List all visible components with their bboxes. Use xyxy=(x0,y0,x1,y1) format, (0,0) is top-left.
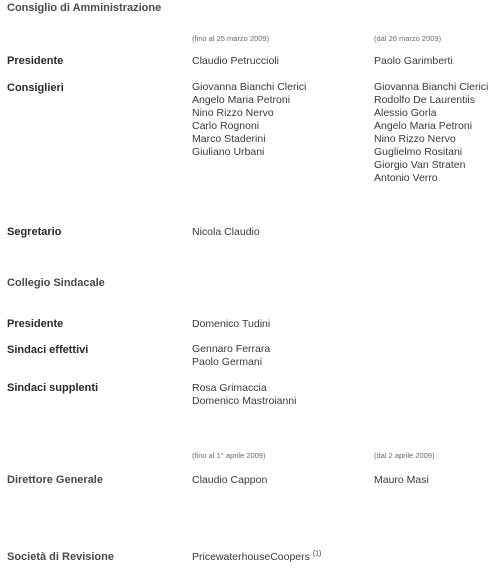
list-item: Giuliano Urbani xyxy=(192,146,265,158)
board-directors-before-list xyxy=(192,81,306,159)
list-item: Rodolfo De Laurentiis xyxy=(374,94,475,106)
director-general-after: Mauro Masi xyxy=(374,474,429,486)
list-item: Paolo Germani xyxy=(192,356,263,368)
list-item: Rosa Grimaccia xyxy=(192,382,267,394)
audit-firm-name: PricewaterhouseCoopers xyxy=(192,551,310,563)
list-item: Nino Rizzo Nervo xyxy=(374,133,456,145)
board-secretary-label: Segretario xyxy=(7,226,62,238)
board-period-after: (dal 26 marzo 2009) xyxy=(374,34,442,43)
auditors-effective-list xyxy=(192,343,270,369)
audit-firm-footnote: (1) xyxy=(312,550,322,558)
auditors-effective-label: Sindaci effettivi xyxy=(7,344,89,356)
auditors-substitute-label: Sindaci supplenti xyxy=(7,382,99,394)
list-item: Nino Rizzo Nervo xyxy=(192,107,274,119)
list-item: Gennaro Ferrara xyxy=(192,343,271,355)
board-directors-label: Consiglieri xyxy=(7,82,64,94)
auditors-president: Domenico Tudini xyxy=(192,318,271,330)
auditors-president-label: Presidente xyxy=(7,318,64,330)
list-item: Giorgio Van Straten xyxy=(374,159,466,171)
director-general-label: Direttore Generale xyxy=(7,474,103,486)
board-period-before: (fino al 25 marzo 2009) xyxy=(192,34,270,43)
list-item: Giovanna Bianchi Clerici xyxy=(374,81,489,93)
director-general-before: Claudio Cappon xyxy=(192,474,268,486)
board-secretary: Nicola Claudio xyxy=(192,226,260,238)
board-president-before: Claudio Petruccioli xyxy=(192,55,279,67)
list-item: Alessio Gorla xyxy=(374,107,437,119)
auditors-section-title: Collegio Sindacale xyxy=(7,277,105,289)
list-item: Angelo Maria Petroni xyxy=(374,120,473,132)
list-item: Antonio Verro xyxy=(374,172,438,184)
list-item: Carlo Rognoni xyxy=(192,120,260,132)
board-section-title: Consiglio di Amministrazione xyxy=(7,2,162,14)
list-item: Angelo Maria Petroni xyxy=(192,94,291,106)
management-period-before: (fino al 1° aprile 2009) xyxy=(192,451,266,460)
audit-firm xyxy=(192,551,321,564)
list-item: Giovanna Bianchi Clerici xyxy=(192,81,307,93)
board-president-after: Paolo Garimberti xyxy=(374,55,453,67)
list-item: Marco Staderini xyxy=(192,133,266,145)
board-president-label: Presidente xyxy=(7,55,64,67)
management-period-after: (dal 2 aprile 2009) xyxy=(374,451,435,460)
board-directors-after-list xyxy=(374,81,488,185)
auditors-substitute-list xyxy=(192,382,296,408)
list-item: Guglielmo Rositani xyxy=(374,146,463,158)
audit-firm-label: Società di Revisione xyxy=(7,551,114,563)
list-item: Domenico Mastroianni xyxy=(192,395,297,407)
